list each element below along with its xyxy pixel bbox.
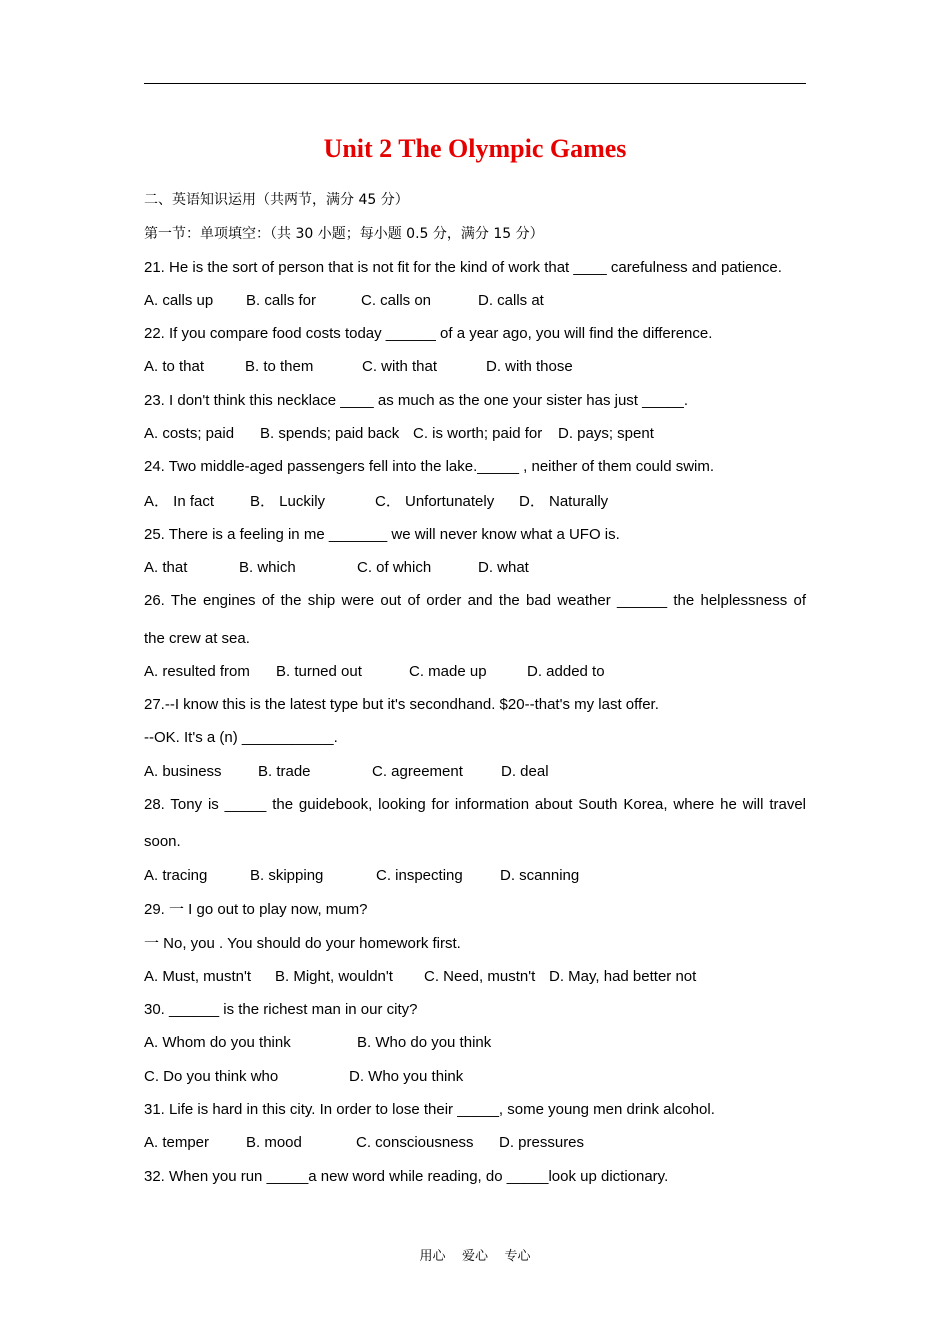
option-a: A. resulted from: [144, 663, 250, 680]
option-b: B. to them: [245, 358, 314, 375]
option-b: B． Luckily: [250, 493, 326, 510]
question-28-stem: 28. Tony is _____ the guidebook, looking for information about South Korea, where he will travel: [144, 796, 806, 813]
option-c: C． Unfortunately: [375, 493, 495, 510]
option-a: A. temper: [144, 1134, 210, 1151]
question-27-stem: 27.--I know this is the latest type but it's secondhand. $20--that's my last offer.: [144, 696, 659, 713]
option-c: C. Do you think who: [144, 1068, 279, 1085]
question-29-stem-continued: 一 No, you . You should do your homework first.: [144, 935, 461, 952]
option-d: D. Who you think: [349, 1068, 464, 1085]
option-d: D. pressures: [499, 1134, 585, 1151]
question-30-stem: 30. ______ is the richest man in our city?: [144, 1001, 418, 1018]
question-23-stem: 23. I don't think this necklace ____ as much as the one your sister has just _____.: [144, 392, 689, 409]
option-c: C. agreement: [372, 763, 463, 780]
option-b: B. calls for: [246, 292, 317, 309]
option-d: D. with those: [486, 358, 573, 375]
option-b: B. spends; paid back: [260, 425, 400, 442]
question-28-stem-continued: soon.: [144, 833, 181, 850]
option-b: B. trade: [258, 763, 311, 780]
option-d: D. deal: [501, 763, 549, 780]
option-c: C. inspecting: [376, 867, 463, 884]
option-b: B. Might, wouldn't: [275, 968, 393, 985]
option-d: D. added to: [527, 663, 605, 680]
option-b: B. mood: [246, 1134, 302, 1151]
section-heading: 二、英语知识运用（共两节，满分 45 分）: [144, 192, 409, 208]
page-title: Unit 2 The Olympic Games: [323, 134, 627, 163]
option-a: A. costs; paid: [144, 425, 235, 442]
option-b: B. turned out: [276, 663, 362, 680]
option-b: B. which: [239, 559, 296, 576]
option-c: C. Need, mustn't: [424, 968, 536, 985]
part-heading: 第一节：单项填空：（共 30 小题；每小题 0.5 分，满分 15 分）: [144, 226, 544, 242]
option-d: D. pays; spent: [558, 425, 654, 442]
option-a: A． In fact: [144, 493, 215, 510]
option-d: D． Naturally: [519, 493, 609, 510]
option-c: C. calls on: [361, 292, 432, 309]
option-c: C. consciousness: [356, 1134, 474, 1151]
question-32-stem: 32. When you run _____a new word while reading, do _____look up dictionary.: [144, 1168, 669, 1185]
option-c: C. made up: [409, 663, 487, 680]
question-26-stem-continued: the crew at sea.: [144, 630, 250, 647]
question-24-stem: 24. Two middle-aged passengers fell into the lake._____ , neither of them could swim.: [144, 458, 715, 475]
option-d: D. scanning: [500, 867, 580, 884]
header-rule: [144, 83, 806, 84]
option-d: D. May, had better not: [549, 968, 697, 985]
question-26-stem: 26. The engines of the ship were out of order and the bad weather ______ the helplessness of: [144, 592, 806, 609]
option-c: C. is worth; paid for: [413, 425, 543, 442]
option-c: C. with that: [362, 358, 438, 375]
question-25-stem: 25. There is a feeling in me _______ we will never know what a UFO is.: [144, 526, 620, 543]
option-a: A. to that: [144, 358, 205, 375]
page-footer: 用心 爱心 专心: [419, 1249, 531, 1264]
option-a: A. Must, mustn't: [144, 968, 252, 985]
option-a: A. business: [144, 763, 222, 780]
option-a: A. Whom do you think: [144, 1034, 291, 1051]
option-d: D. what: [478, 559, 529, 576]
option-a: A. that: [144, 559, 188, 576]
question-22-stem: 22. If you compare food costs today ______ of a year ago, you will find the difference.: [144, 325, 713, 342]
option-a: A. calls up: [144, 292, 214, 309]
option-b: B. skipping: [250, 867, 324, 884]
option-d: D. calls at: [478, 292, 544, 309]
question-31-stem: 31. Life is hard in this city. In order to lose their _____, some young men drink alcohol.: [144, 1101, 715, 1118]
question-27-stem-continued: --OK. It's a (n) ___________.: [144, 729, 338, 746]
question-21-stem: 21. He is the sort of person that is not fit for the kind of work that ____ carefulness and patience.: [144, 259, 782, 276]
option-c: C. of which: [357, 559, 432, 576]
question-29-stem: 29. 一 I go out to play now, mum?: [144, 901, 368, 918]
option-a: A. tracing: [144, 867, 208, 884]
option-b: B. Who do you think: [357, 1034, 492, 1051]
